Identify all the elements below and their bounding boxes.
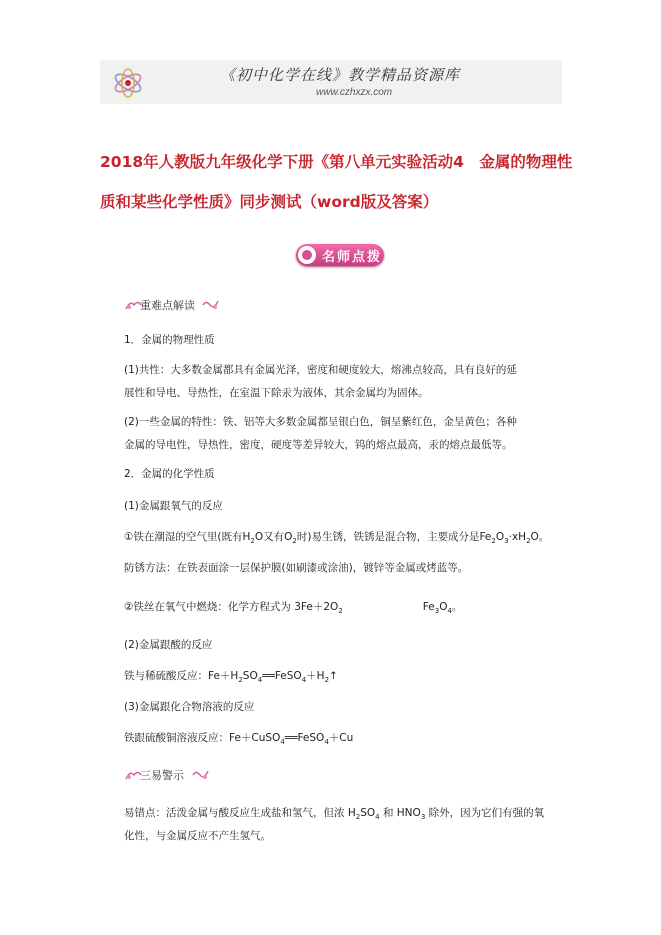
- paragraph-line: (1)共性：大多数金属都具有金属光泽，密度和硬度较大，熔沸点较高，具有良好的延: [124, 364, 517, 376]
- subheading-oxygen: (1)金属跟氧气的反应: [124, 500, 223, 512]
- atom-logo-icon: [106, 66, 154, 100]
- rust-sentence: ①铁在潮湿的空气里(既有$H_2O$又有$O_2$时)易生锈，铁锈是混合物，主要成分是$Fe_2O_3\cdot xH_2O$。: [124, 531, 550, 546]
- teacher-tip-badge: [296, 244, 384, 266]
- heading-physical-properties: 1．金属的物理性质: [124, 334, 215, 346]
- subheading-acid: (2)金属跟酸的反应: [124, 639, 213, 651]
- section-heading-key-points: [124, 296, 224, 314]
- badge-label: 名师点拨: [322, 250, 383, 265]
- document-title-line2: 质和某些化学性质》同步测试（word版及答案）: [100, 193, 439, 211]
- warning-line: 易错点：活泼金属与酸反应生成盐和氢气，但浓 $H_2SO_4$ 和 $HNO_3$ 除外，因为它们有强的氧: [124, 807, 545, 822]
- paragraph-line: 展性和导电、导热性，在室温下除汞为液体，其余金属均为固体。: [124, 387, 429, 399]
- subheading-solution: (3)金属跟化合物溶液的反应: [124, 701, 255, 713]
- section-title: 三易警示: [140, 769, 184, 782]
- document-title-line1: 2018年人教版九年级化学下册《第八单元实验活动4 金属的物理性: [100, 153, 573, 171]
- iron-copper-sulfate-equation: 铁跟硫酸铜溶液反应：Fe＋CuSO$_4$══FeSO$_4$＋Cu: [124, 732, 354, 747]
- section-heading-warnings: [124, 766, 224, 784]
- header-banner: [100, 60, 562, 104]
- paragraph-line: 金属的导电性，导热性，密度，硬度等差异较大，钨的熔点最高，汞的熔点最低等。: [124, 439, 513, 451]
- warning-line: 化性，与金属反应不产生氢气。: [124, 830, 271, 842]
- rust-prevention-line: 防锈方法：在铁表面涂一层保护膜(如刷漆或涂油)，镀锌等金属或烤蓝等。: [124, 562, 469, 574]
- banner-url: www.czhxzx.com: [316, 87, 393, 98]
- iron-acid-equation: 铁与稀硫酸反应：$Fe+H_2SO_4══FeSO_4+H_2↑$: [124, 670, 338, 685]
- heading-chemical-properties: 2．金属的化学性质: [124, 468, 215, 480]
- section-title: 重难点解读: [140, 299, 195, 312]
- banner-title: 《初中化学在线》教学精品资源库: [220, 66, 461, 84]
- iron-combustion-equation: ②铁丝在氧气中燃烧：化学方程式为 $3Fe+2O_2$ $Fe_3O_4$。: [124, 601, 463, 616]
- flower-deco-icon: [202, 299, 220, 311]
- badge-circle-icon: [298, 246, 316, 264]
- flower-deco-icon: [192, 769, 210, 781]
- paragraph-line: (2)一些金属的特性：铁、铝等大多数金属都呈银白色，铜呈紫红色，金呈黄色；各种: [124, 416, 517, 428]
